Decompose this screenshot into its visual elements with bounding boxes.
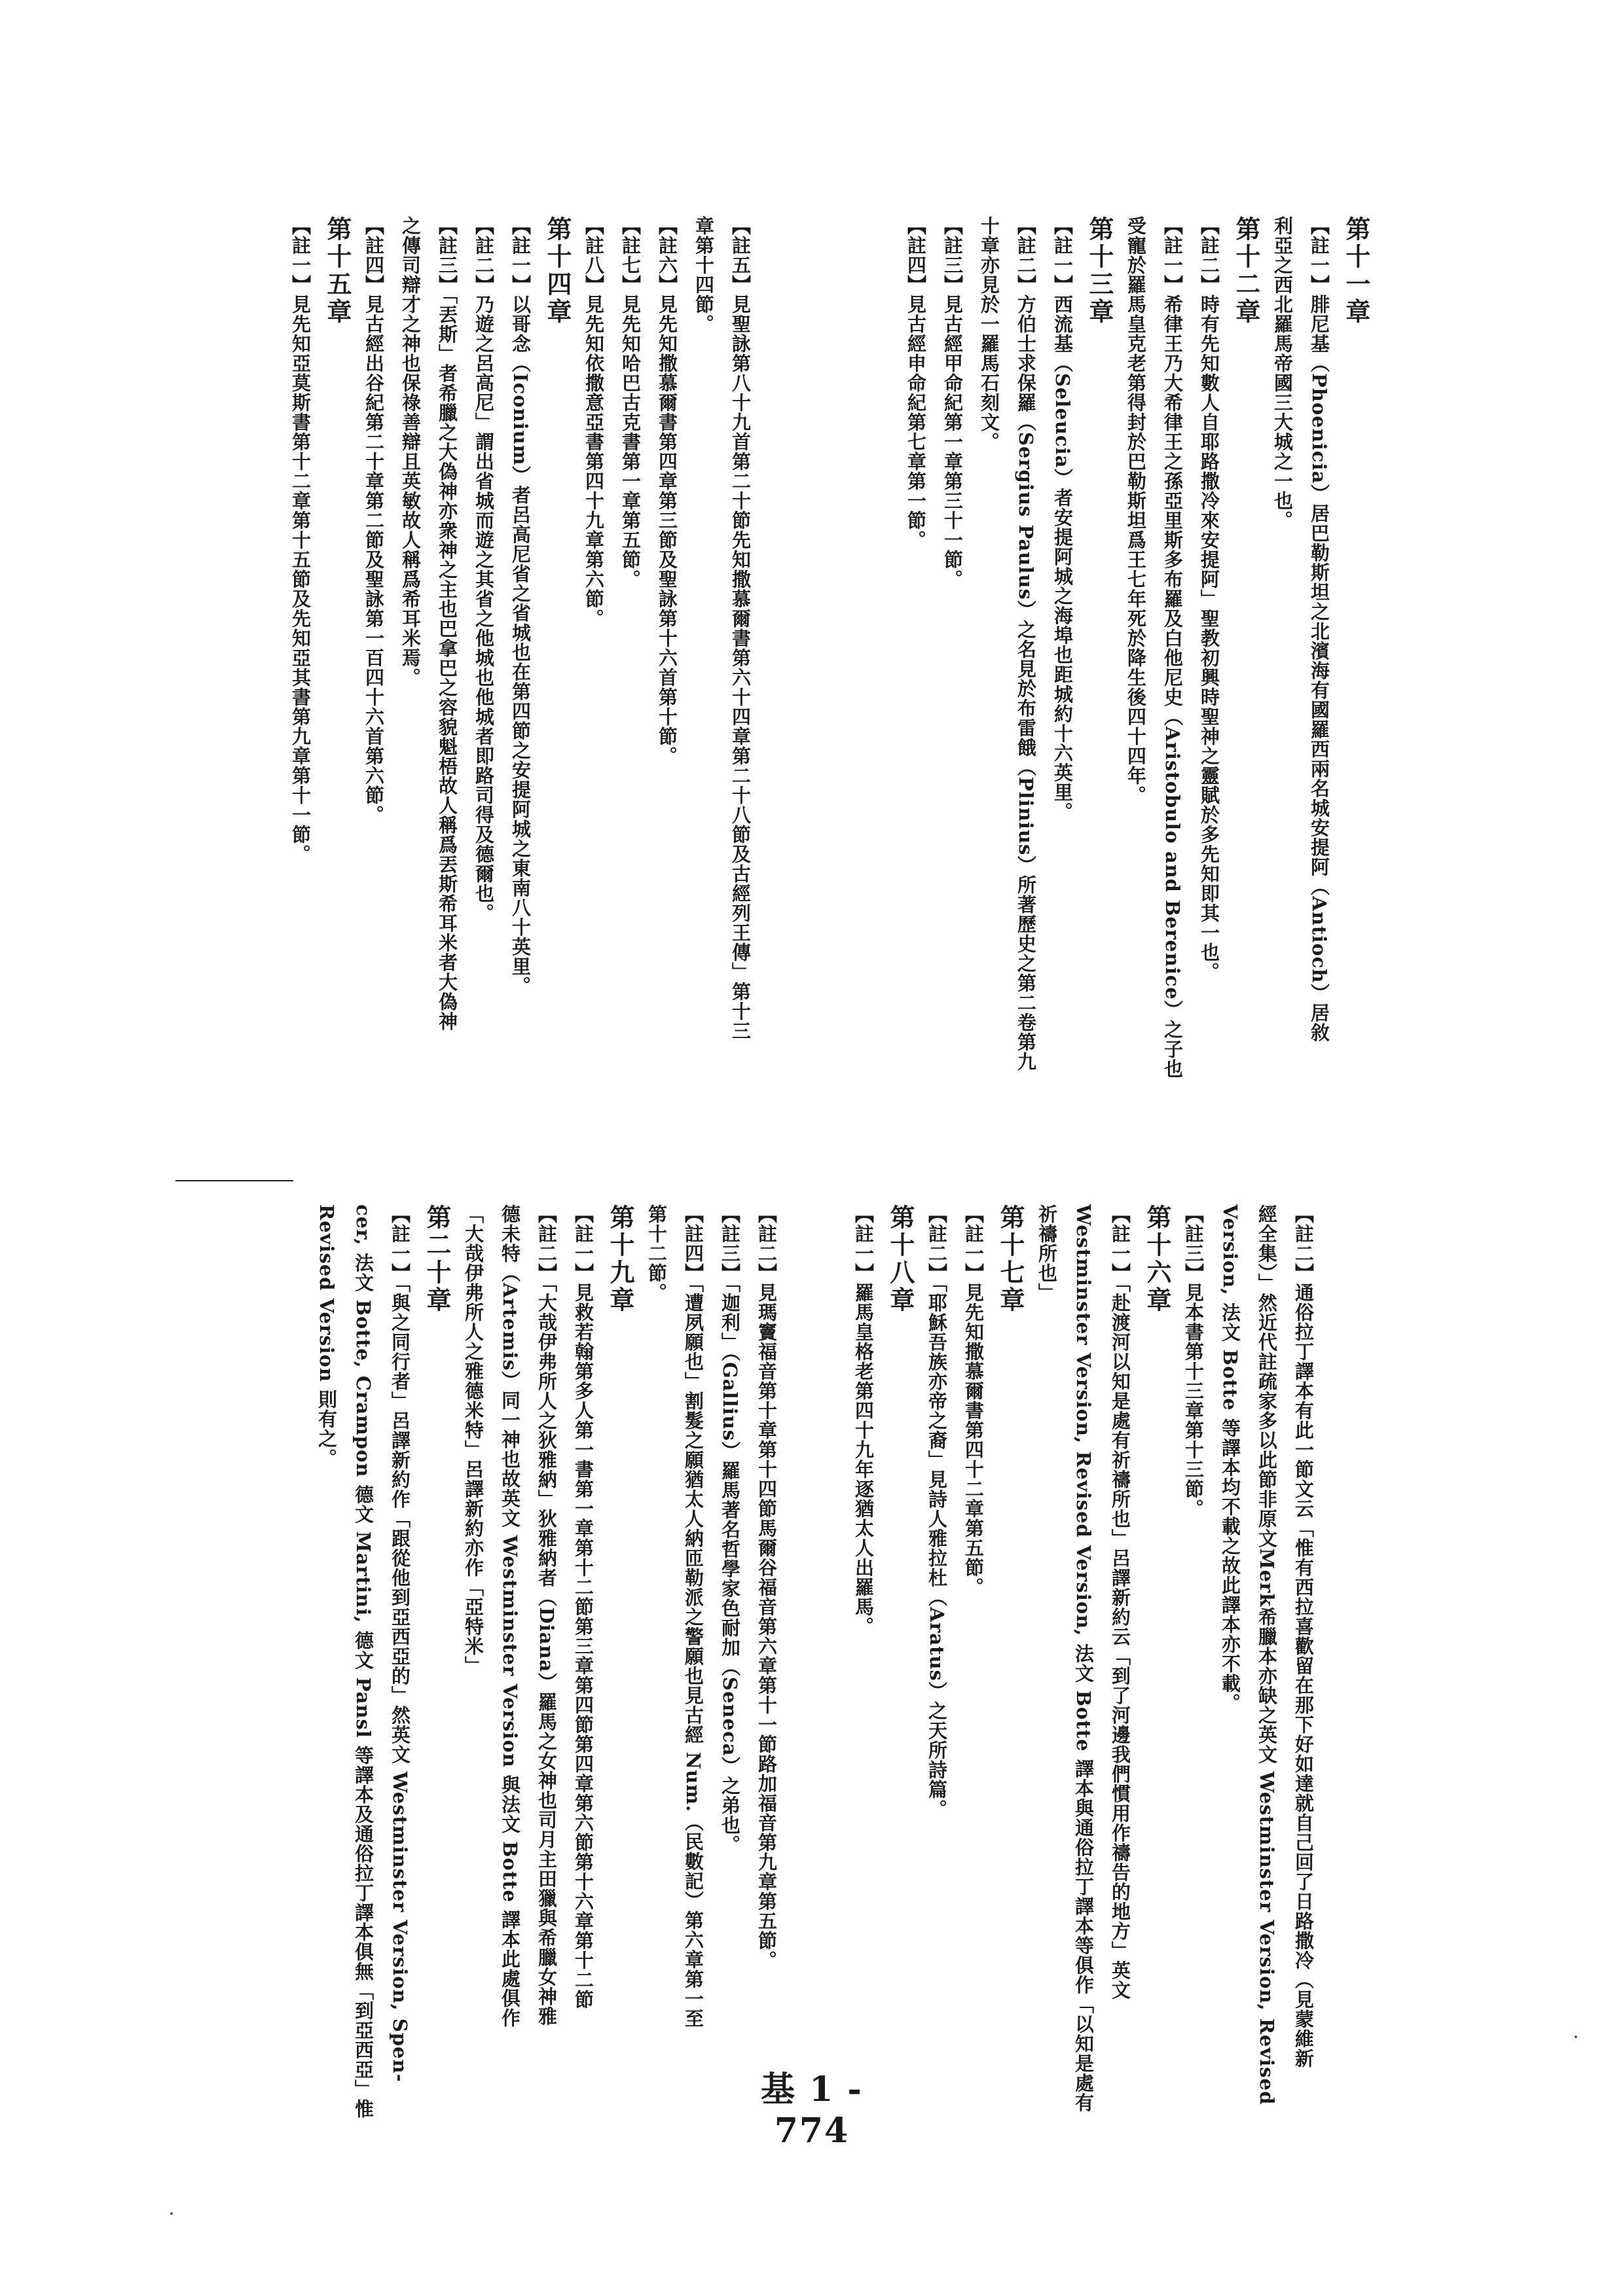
text-line: 【註二】時有先知數人自耶路撒冷來安提阿」聖教初興時聖神之靈賦於多先知即其一也。 <box>1198 216 1220 982</box>
chapter-heading: 第十六章 <box>1142 1204 1172 1314</box>
text-line: 【註六】見先知撒慕爾書第四章第三節及聖詠第十六首第十節。 <box>656 216 678 766</box>
text-line: Westminster Version, Revised Version, 法文 Botte 譯本與通俗拉丁譯本等俱作「以知是處有 <box>1072 1204 1095 2113</box>
footnote-rule <box>175 1180 293 1181</box>
text-line: 【註二】通俗拉丁譯本有此一節文云「惟有西拉喜歡留在那下好如達就自己回了日路撒冷（見蒙維新 <box>1292 1204 1315 2068</box>
text-line: 「大哉伊弗所人之雅德米特」呂譯新約亦作「亞特米」 <box>462 1204 484 1676</box>
text-line: 【註一】以哥念（Iconium）者呂高尼省之省城也在第四節之安提阿城之東南八十英里。 <box>509 216 532 996</box>
lower-left-block <box>308 1204 785 2119</box>
text-line: 【註二】乃遊之呂高尼」謂出省城而遊之其省之他城也他城者即路司得及德爾也。 <box>473 216 495 923</box>
text-line: 【註三】「迦利」（Gallius）羅馬著名哲學家色耐加（Seneca）之弟也。 <box>719 1204 741 1855</box>
text-line: 【註一】「赴渡河以知是處有祈禱所也」呂譯新約云「到了河邊我們慣用作禱告的地方」英文 <box>1109 1204 1131 2000</box>
text-line: 【註二】「耶穌吾族亦帝之裔」見詩人雅拉杜（Aratus）之天所詩篇。 <box>926 1204 948 1819</box>
text-line: 【註二】見瑪竇福音第十章第十四節馬爾谷福音第六章第十一節路加福音第九章第五節。 <box>756 1204 778 1970</box>
chapter-heading: 第十二章 <box>1231 216 1261 326</box>
text-line: 【註四】見古經申命紀第七章第一節。 <box>905 216 927 550</box>
text-line: 【註八】見先知依撒意亞書第四十九章第六節。 <box>583 216 605 628</box>
upper-left-block <box>282 216 759 1041</box>
chapter-heading: 第十五章 <box>323 216 352 326</box>
text-line: 【註三】「丟斯」者希臘之大偽神亦衆神之主也巴拿巴之容貌魁梧故人稱爲丟斯希耳米者大偽神 <box>436 216 458 1031</box>
upper-right-block <box>898 216 1374 1079</box>
text-line: Version, 法文 Botte 等譯本均不載之故此譯本亦不載。 <box>1219 1204 1241 1713</box>
text-line: 【註三】見古經甲命紀第一章第三十一節。 <box>941 216 964 589</box>
scan-speck <box>1575 2036 1577 2038</box>
chapter-heading: 第十一章 <box>1341 216 1371 326</box>
text-line: 【註一】「與之同行者」呂譯新約作「跟從他到亞西亞的」然英文 Westminster Version, Spen- <box>389 1204 411 2083</box>
text-line: 受寵於羅馬皇克老第得封於巴勒斯坦爲王七年死於降生後四十四年。 <box>1125 216 1147 805</box>
text-line: Revised Version 則有之。 <box>316 1204 338 1469</box>
text-line: 之傳司辯才之神也保祿善辯且英敏故人稱爲希耳米焉。 <box>399 216 422 687</box>
text-line: 祈禱所也」 <box>1036 1204 1058 1302</box>
scan-speck <box>170 2212 173 2215</box>
text-line: 【註七】見先知哈巴古克書第一章第五節。 <box>619 216 642 589</box>
text-line: 【註一】西流基（Seleucia）者安提阿城之海埠也距城約十六英里。 <box>1051 216 1074 822</box>
text-line: 【註三】見本書第十三章第十三節。 <box>1182 1204 1205 1518</box>
text-line: 【註一】腓尼基（Phoenicia）居巴勒斯坦之北濱海有國羅西兩名城安提阿（Antioch）居敘 <box>1308 216 1330 1043</box>
page-number: 基 1 - 774 <box>761 2070 863 2151</box>
text-line: 利亞之西北羅馬帝國三大城之一也。 <box>1271 216 1294 530</box>
text-line: 章第十四節。 <box>693 216 715 334</box>
chapter-heading: 第十九章 <box>606 1204 635 1314</box>
chapter-heading: 第十七章 <box>996 1204 1025 1314</box>
text-line: 【註一】見先知撒慕爾書第四十二章第五節。 <box>962 1204 985 1597</box>
text-line: 經全集）」然近代註疏家多以此節非原文Merk希臘本亦缺之英文 Westminster Version, Revised <box>1256 1204 1278 2106</box>
text-line: 第十二節。 <box>646 1204 668 1302</box>
text-line: 【註四】「遭夙願也」割髮之願猶太人納匝勒派之警願也見古經 Num.（民數記）第六章第一至 <box>682 1204 704 2028</box>
text-line: 德未特（Artemis）同一神也故英文 Westminster Version 與法文 Botte 譯本此處俱作 <box>499 1204 521 2028</box>
text-line: 【註一】見救若翰第多人第一書第一章第十二節第三章第四節第四章第六節第十六章第十二節 <box>572 1204 594 2009</box>
text-line: 【註二】方伯士求保羅（Sergius Paulus）之名見於布雷餓（Plinius）所著歷史之第二卷第九 <box>1015 216 1037 1072</box>
text-line: cer, 法文 Botte, Crampon 德文 Martini, 德文 Pansl 等譯本及通俗拉丁譯本俱無「到亞西亞」惟 <box>352 1204 374 2119</box>
text-line: 【註二】「大哉伊弗所人之狄雅納」狄雅納者（Diana）羅馬之女神也司月主田獵與希臘女神雅 <box>536 1204 558 2026</box>
text-line: 【註一】羅馬皇格老第四十九年逐猶太人出羅馬。 <box>852 1204 875 1636</box>
text-line: 【註一】見先知亞莫斯書第十二章第十五節及先知亞其書第九章第十一節。 <box>289 216 312 864</box>
text-line: 【註四】見古經出谷紀第二十章第二節及聖詠第一百四十六首第六節。 <box>363 216 385 825</box>
chapter-heading: 第十四章 <box>543 216 572 326</box>
chapter-heading: 第二十章 <box>422 1204 452 1314</box>
text-line: 十章亦見於一羅馬石刻文。 <box>978 216 1000 452</box>
chapter-heading: 第十三章 <box>1085 216 1114 326</box>
text-line: 【註一】希律王乃大希律王之孫亞里斯多布羅及白他尼史（Aristobulo and Berenice）之子也 <box>1161 216 1184 1079</box>
text-line: 【註五】見聖詠第八十九首第二十節先知撒慕爾書第六十四章第二十八節及古經列王傳」第十三 <box>729 216 752 1041</box>
lower-right-block <box>845 1204 1322 2113</box>
chapter-heading: 第十八章 <box>886 1204 915 1314</box>
